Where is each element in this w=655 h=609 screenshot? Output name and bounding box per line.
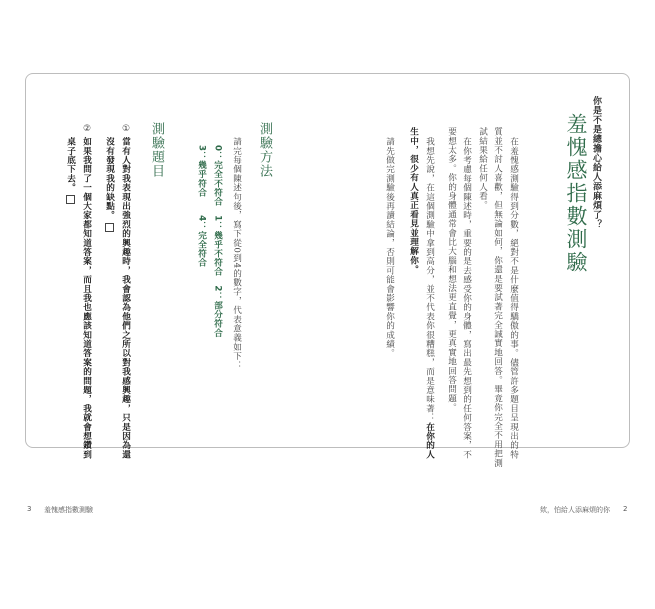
footer-left-title: 羞愧感指數測驗 xyxy=(44,506,93,514)
intro-line-2: 質並不討人喜歡，但無論如何，你還是要試著完全誠實地回答。畢竟你完全不用把測 xyxy=(492,127,503,468)
method-instruction: 請完每個陳述句後，寫下從0到4的數字，代表意義如下： xyxy=(231,137,242,370)
footer-left-page-number: 3 xyxy=(27,505,32,513)
footer-right-title: 欸，怕給人添麻煩的你 xyxy=(540,506,610,514)
footer-right-page-number: 2 xyxy=(623,505,628,513)
question-1-number: ① xyxy=(121,124,131,134)
intro-line-3: 試結果給任何人看。 xyxy=(477,127,488,210)
intro-line-6-text: 我想先說，在這個測驗中拿到高分，並不代表你很糟糕，而是意味著： xyxy=(424,137,435,423)
question-2-line-2 xyxy=(66,137,75,204)
page-title: 羞愧感指數測驗 xyxy=(564,113,588,274)
method-heading: 測驗方法 xyxy=(257,122,272,178)
content-frame xyxy=(25,73,630,448)
intro-line-1: 在羞愧感測驗得到分數，絕對不是什麼值得驕傲的事。儘管許多題目呈現出的特 xyxy=(508,137,519,459)
question-2-line-1: 如果我問了一個大家都知道答案，而且我也應該知道答案的問題，我就會想鑽到 xyxy=(81,137,92,459)
answer-box-2[interactable] xyxy=(66,195,75,204)
scale-line-1: 0：完全不符合 1：幾乎不符合 2：部分符合 xyxy=(212,145,223,338)
questions-heading: 測驗題目 xyxy=(149,122,164,178)
intro-line-5: 要想太多。你的身體通常會比大腦和想法更直覺，更真實地回答問題。 xyxy=(446,127,457,413)
answer-box-1[interactable] xyxy=(105,223,114,232)
intro-bold-a: 在你的人 xyxy=(424,422,435,460)
question-1-line-1: 當有人對我表現出強烈的興趣時，我會認為他們之所以對我感興趣，只是因為還 xyxy=(120,137,131,459)
intro-bold-b: 生中，很少有人真正看見並理解你。 xyxy=(408,127,419,275)
question-2-number: ② xyxy=(82,124,92,134)
intro-last: 請先做完測驗後再讀結論，否則可能會影響你的成績。 xyxy=(384,137,395,358)
intro-line-6 xyxy=(425,137,434,459)
question-2-line-2-text: 桌子底下去。 xyxy=(65,137,76,193)
kicker: 你是不是總擔心給人添麻煩了？ xyxy=(591,96,601,229)
scale-line-2: 3：幾乎符合 4：完全符合 xyxy=(196,145,207,268)
question-1-line-2 xyxy=(105,137,114,232)
intro-line-4: 在你考慮每個陳述時，重要的是去感受你的身體，寫出最先想到的任何答案，不 xyxy=(461,137,472,459)
question-1-line-2-text: 沒有發現我的缺點。 xyxy=(104,137,115,220)
